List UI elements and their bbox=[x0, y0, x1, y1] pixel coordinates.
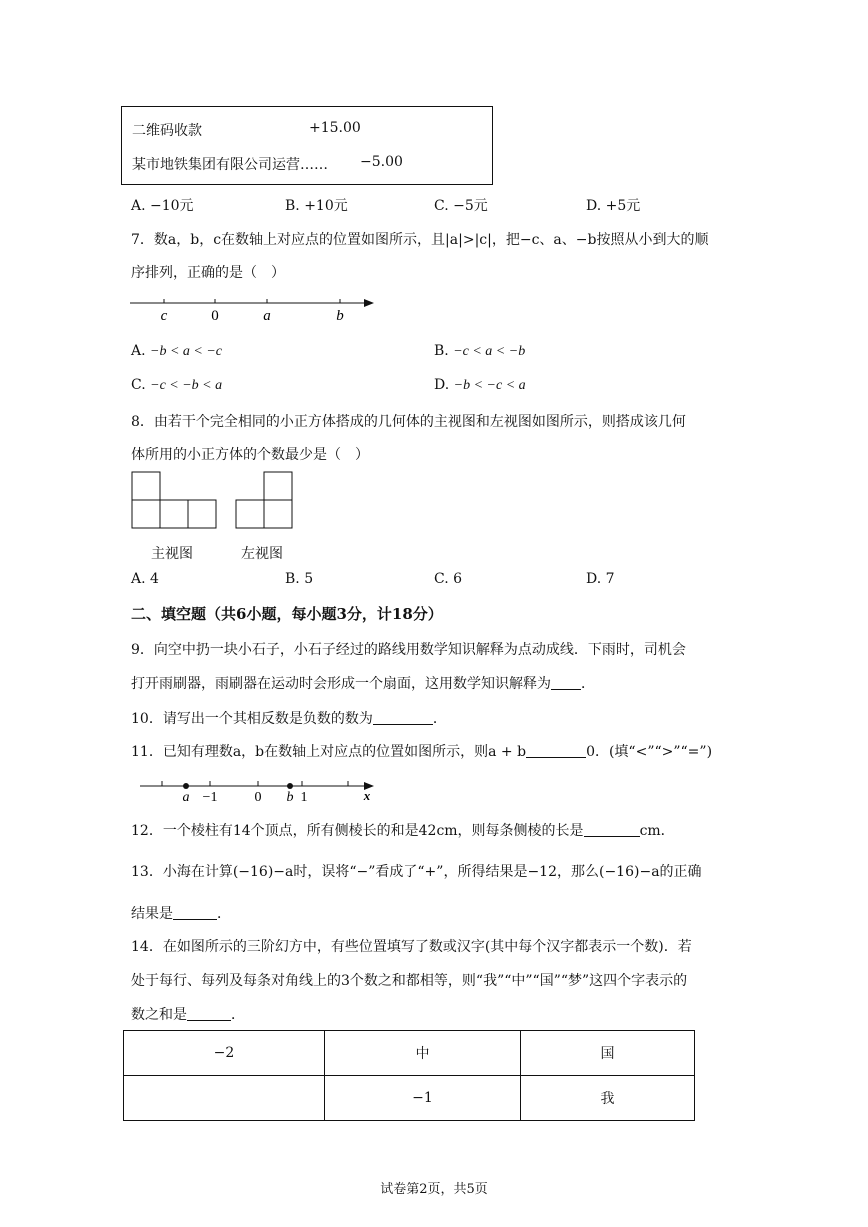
q7-option-c[interactable]: C. −c < −b < a bbox=[131, 377, 223, 393]
receipt-box bbox=[121, 106, 493, 185]
table-cell bbox=[124, 1076, 325, 1121]
q7-option-d[interactable]: D. −b < −c < a bbox=[434, 377, 526, 393]
q11-number-line bbox=[138, 773, 378, 805]
receipt-row1-value: +15.00 bbox=[309, 120, 361, 136]
front-view bbox=[132, 472, 216, 528]
q13-stem-line2: 结果是 ． bbox=[131, 906, 231, 922]
table-row bbox=[124, 1076, 695, 1121]
q7-axis-label-0: 0 bbox=[211, 308, 219, 324]
table-cell: 我 bbox=[521, 1076, 695, 1121]
q9-answer-blank[interactable] bbox=[551, 675, 581, 690]
magic-square-table bbox=[123, 1030, 695, 1121]
q8-option-b[interactable]: B. 5 bbox=[285, 571, 314, 587]
receipt-row2-value: −5.00 bbox=[360, 154, 403, 170]
q11-axis-label-0: 0 bbox=[254, 790, 262, 805]
q8-option-d[interactable]: D. 7 bbox=[586, 571, 615, 587]
q7-option-a[interactable]: A. −b < a < −c bbox=[131, 343, 223, 359]
q8-front-view-caption: 主视图 bbox=[151, 546, 193, 562]
q14-stem-line2: 处于每行、每列及每条对角线上的3个数之和都相等，则“我”“中”“国”“梦”这四个字表示的 bbox=[131, 973, 688, 989]
q8-views-figure bbox=[130, 470, 300, 530]
table-cell: 中 bbox=[325, 1031, 521, 1076]
q10-stem: 10．请写出一个其相反数是负数的数为 ． bbox=[131, 711, 447, 727]
q7-stem-line1: 7．数a，b，c在数轴上对应点的位置如图所示，且|a|>|c|，把−c、a、−b按照从小到大的顺 bbox=[131, 232, 709, 248]
receipt-row1-label: 二维码收款 bbox=[132, 123, 202, 139]
q11-axis-label-a: a bbox=[182, 790, 190, 805]
q11-axis-label-neg1: −1 bbox=[202, 790, 218, 805]
q6-option-a[interactable]: A. −10元 bbox=[131, 198, 194, 214]
q14-stem-line1: 14．在如图所示的三阶幻方中，有些位置填写了数或汉字(其中每个汉字都表示一个数)．若 bbox=[131, 939, 692, 955]
q11-answer-blank[interactable] bbox=[526, 743, 586, 758]
page-footer: 试卷第2页，共5页 bbox=[380, 1182, 488, 1197]
q13-stem-line1: 13．小海在计算(−16)−a时，误将“−”看成了“+”，所得结果是−12，那么(−16)−a的正确 bbox=[131, 864, 702, 880]
q7-axis-label-c: c bbox=[160, 308, 168, 324]
table-row bbox=[124, 1031, 695, 1076]
q9-stem-line2: 打开雨刷器，雨刷器在运动时会形成一个扇面，这用数学知识解释为 ． bbox=[131, 676, 595, 692]
q8-stem-line1: 8．由若干个完全相同的小正方体搭成的几何体的主视图和左视图如图所示，则搭成该几何 bbox=[131, 414, 686, 430]
left-view bbox=[236, 472, 292, 528]
q11-axis-label-b: b bbox=[286, 790, 294, 805]
q7-axis-label-b: b bbox=[336, 308, 344, 324]
q11-axis-label-x: x bbox=[363, 788, 371, 803]
table-cell: 国 bbox=[521, 1031, 695, 1076]
q14-stem-line3: 数之和是 ． bbox=[131, 1007, 245, 1023]
receipt-row2-label: 某市地铁集团有限公司运营…… bbox=[132, 157, 328, 173]
q6-option-b[interactable]: B. +10元 bbox=[285, 198, 348, 214]
q14-answer-blank[interactable] bbox=[187, 1006, 231, 1021]
q7-option-b[interactable]: B. −c < a < −b bbox=[434, 343, 526, 359]
q8-left-view-caption: 左视图 bbox=[241, 546, 283, 562]
q7-axis-label-a: a bbox=[263, 308, 271, 324]
q11-stem: 11．已知有理数a，b在数轴上对应点的位置如图所示，则a + b 0．(填“<”“>”“=”) bbox=[131, 744, 713, 760]
table-cell: −2 bbox=[124, 1031, 325, 1076]
q9-stem-line1: 9．向空中扔一块小石子，小石子经过的路线用数学知识解释为点动成线．下雨时，司机会 bbox=[131, 642, 686, 658]
q11-point-b bbox=[287, 783, 293, 789]
q10-answer-blank[interactable] bbox=[373, 710, 433, 725]
q11-axis-label-1: 1 bbox=[300, 790, 308, 805]
q6-option-c[interactable]: C. −5元 bbox=[434, 198, 488, 214]
q11-point-a bbox=[183, 783, 189, 789]
section2-title: 二、填空题（共6小题，每小题3分，计18分） bbox=[131, 605, 443, 623]
q8-option-a[interactable]: A. 4 bbox=[131, 571, 159, 587]
q6-option-d[interactable]: D. +5元 bbox=[586, 198, 641, 214]
q7-stem-line2: 序排列，正确的是（ ） bbox=[131, 265, 285, 281]
q8-stem-line2: 体所用的小正方体的个数最少是（ ） bbox=[131, 447, 369, 463]
table-cell: −1 bbox=[325, 1076, 521, 1121]
q12-stem: 12．一个棱柱有14个顶点，所有侧棱长的和是42cm，则每条侧棱的长是 cm． bbox=[131, 823, 675, 839]
q12-answer-blank[interactable] bbox=[584, 822, 640, 837]
q8-option-c[interactable]: C. 6 bbox=[434, 571, 463, 587]
q13-answer-blank[interactable] bbox=[173, 905, 217, 920]
q7-number-line bbox=[128, 292, 378, 326]
